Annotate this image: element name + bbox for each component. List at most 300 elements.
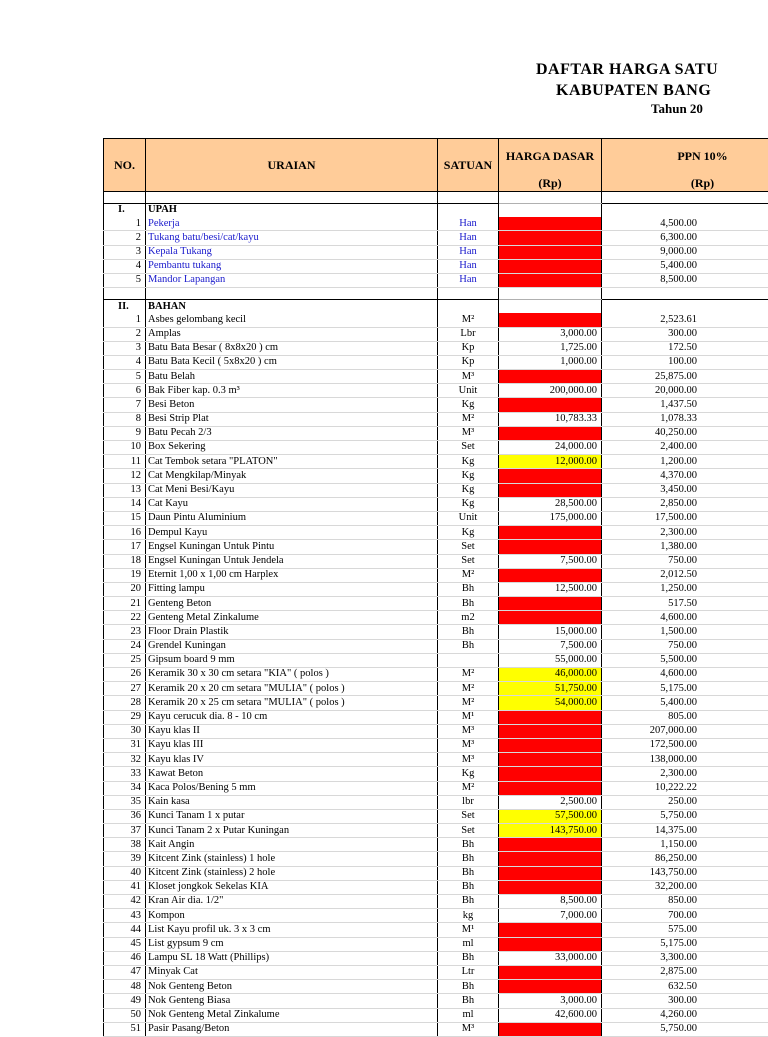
- spacer-cell: [146, 192, 438, 204]
- item-description: Eternit 1,00 x 1,00 cm Harplex: [146, 568, 438, 582]
- item-base-price: 15,000.00: [499, 625, 602, 639]
- item-number: 3: [104, 245, 146, 259]
- item-ppn: 2,850.00: [602, 497, 768, 511]
- spacer-cell: [602, 192, 768, 204]
- item-unit: Kg: [438, 497, 499, 511]
- item-number: 40: [104, 866, 146, 880]
- item-unit: Kg: [438, 483, 499, 497]
- item-ppn: 25,875.00: [602, 370, 768, 384]
- item-base-price: [499, 937, 602, 951]
- item-description: Cat Mengkilap/Minyak: [146, 469, 438, 483]
- item-number: 2: [104, 231, 146, 245]
- header-ppn-unit: (Rp): [602, 176, 768, 191]
- table-row: [104, 824, 768, 838]
- item-number: 2: [104, 327, 146, 341]
- item-description: Keramik 30 x 30 cm setara "KIA" ( polos ): [146, 668, 438, 682]
- item-base-price: [499, 781, 602, 795]
- item-number: 25: [104, 653, 146, 667]
- item-number: 18: [104, 554, 146, 568]
- table-row: [104, 980, 768, 994]
- item-unit: Set: [438, 554, 499, 568]
- item-ppn: 5,400.00: [602, 696, 768, 710]
- item-description: Kaca Polos/Bening 5 mm: [146, 781, 438, 795]
- item-unit: Set: [438, 441, 499, 455]
- item-base-price: [499, 866, 602, 880]
- item-description: Cat Tembok setara "PLATON": [146, 455, 438, 469]
- item-number: 46: [104, 951, 146, 965]
- item-description: Kait Angin: [146, 838, 438, 852]
- item-ppn: 1,500.00: [602, 625, 768, 639]
- item-description: Batu Belah: [146, 370, 438, 384]
- item-description: Kepala Tukang: [146, 245, 438, 259]
- table-row: [104, 398, 768, 412]
- item-ppn: 1,150.00: [602, 838, 768, 852]
- item-unit: Bh: [438, 980, 499, 994]
- section-harga-cell: [499, 204, 602, 218]
- item-description: Kayu cerucuk dia. 8 - 10 cm: [146, 710, 438, 724]
- spacer-row: [104, 288, 768, 300]
- item-unit: Kp: [438, 355, 499, 369]
- item-unit: Bh: [438, 895, 499, 909]
- item-number: 12: [104, 469, 146, 483]
- item-ppn: 300.00: [602, 994, 768, 1008]
- item-ppn: 32,200.00: [602, 880, 768, 894]
- item-base-price: 8,500.00: [499, 895, 602, 909]
- item-description: Batu Pecah 2/3: [146, 426, 438, 440]
- item-unit: M³: [438, 724, 499, 738]
- item-base-price: [499, 611, 602, 625]
- item-ppn: 5,400.00: [602, 259, 768, 273]
- item-ppn: 4,260.00: [602, 1008, 768, 1022]
- item-number: 47: [104, 965, 146, 979]
- item-unit: Han: [438, 245, 499, 259]
- item-base-price: 51,750.00: [499, 682, 602, 696]
- item-ppn: 4,600.00: [602, 668, 768, 682]
- item-number: 50: [104, 1008, 146, 1022]
- item-ppn: 2,300.00: [602, 526, 768, 540]
- item-unit: Bh: [438, 852, 499, 866]
- table-row: [104, 611, 768, 625]
- item-base-price: [499, 231, 602, 245]
- table-row: [104, 582, 768, 596]
- item-number: 43: [104, 909, 146, 923]
- item-description: Kayu klas IV: [146, 753, 438, 767]
- item-base-price: [499, 965, 602, 979]
- item-base-price: 7,500.00: [499, 554, 602, 568]
- item-description: Nok Genteng Metal Zinkalume: [146, 1008, 438, 1022]
- table-row: [104, 245, 768, 259]
- table-row: [104, 554, 768, 568]
- item-number: 34: [104, 781, 146, 795]
- item-description: Keramik 20 x 20 cm setara "MULIA" ( polos ): [146, 682, 438, 696]
- item-unit: Ltr: [438, 965, 499, 979]
- item-description: Pekerja: [146, 217, 438, 231]
- spacer-cell: [438, 288, 499, 300]
- item-unit: M²: [438, 696, 499, 710]
- header-satuan: SATUAN: [438, 139, 499, 192]
- item-base-price: 7,000.00: [499, 909, 602, 923]
- item-number: 23: [104, 625, 146, 639]
- table-row: [104, 781, 768, 795]
- item-ppn: 4,600.00: [602, 611, 768, 625]
- item-ppn: 172,500.00: [602, 738, 768, 752]
- section-ppn-cell: [602, 300, 768, 314]
- item-base-price: 3,000.00: [499, 327, 602, 341]
- item-number: 26: [104, 668, 146, 682]
- item-number: 9: [104, 426, 146, 440]
- item-number: 51: [104, 1022, 146, 1036]
- item-number: 31: [104, 738, 146, 752]
- item-base-price: [499, 259, 602, 273]
- item-number: 4: [104, 355, 146, 369]
- item-base-price: [499, 724, 602, 738]
- section-satuan-cell: [438, 204, 499, 218]
- item-description: Mandor Lapangan: [146, 273, 438, 287]
- item-base-price: 10,783.33: [499, 412, 602, 426]
- item-base-price: 1,725.00: [499, 341, 602, 355]
- item-number: 14: [104, 497, 146, 511]
- table-row: [104, 441, 768, 455]
- item-number: 6: [104, 384, 146, 398]
- item-number: 22: [104, 611, 146, 625]
- item-base-price: [499, 597, 602, 611]
- item-base-price: [499, 245, 602, 259]
- item-description: Amplas: [146, 327, 438, 341]
- item-unit: Han: [438, 273, 499, 287]
- item-number: 13: [104, 483, 146, 497]
- item-ppn: 4,370.00: [602, 469, 768, 483]
- price-table: [103, 138, 768, 1037]
- item-number: 42: [104, 895, 146, 909]
- spacer-cell: [146, 288, 438, 300]
- item-unit: M²: [438, 313, 499, 327]
- item-base-price: [499, 738, 602, 752]
- item-base-price: 143,750.00: [499, 824, 602, 838]
- item-number: 30: [104, 724, 146, 738]
- item-number: 35: [104, 795, 146, 809]
- item-base-price: 12,000.00: [499, 455, 602, 469]
- item-base-price: [499, 753, 602, 767]
- item-description: Gipsum board 9 mm: [146, 653, 438, 667]
- item-number: 19: [104, 568, 146, 582]
- table-row: [104, 217, 768, 231]
- item-description: Kawat Beton: [146, 767, 438, 781]
- item-number: 33: [104, 767, 146, 781]
- document-year: Tahun 20: [651, 101, 703, 117]
- item-description: Batu Bata Kecil ( 5x8x20 ) cm: [146, 355, 438, 369]
- item-base-price: 12,500.00: [499, 582, 602, 596]
- item-base-price: [499, 426, 602, 440]
- table-row: [104, 951, 768, 965]
- item-ppn: 2,400.00: [602, 441, 768, 455]
- item-unit: Han: [438, 259, 499, 273]
- item-description: Bak Fiber kap. 0.3 m³: [146, 384, 438, 398]
- table-row: [104, 937, 768, 951]
- section-name: BAHAN: [146, 300, 438, 314]
- item-base-price: [499, 217, 602, 231]
- item-base-price: [499, 1022, 602, 1036]
- item-unit: Set: [438, 824, 499, 838]
- item-description: List Kayu profil uk. 3 x 3 cm: [146, 923, 438, 937]
- section-name: UPAH: [146, 204, 438, 218]
- header-ppn-label: PPN 10%: [602, 149, 768, 164]
- header-ppn: [602, 139, 768, 192]
- item-ppn: 3,300.00: [602, 951, 768, 965]
- item-base-price: 33,000.00: [499, 951, 602, 965]
- table-row: [104, 895, 768, 909]
- item-unit: m2: [438, 611, 499, 625]
- item-unit: Bh: [438, 597, 499, 611]
- table-row: [104, 880, 768, 894]
- table-row: [104, 540, 768, 554]
- item-base-price: 46,000.00: [499, 668, 602, 682]
- table-row: [104, 313, 768, 327]
- item-base-price: 3,000.00: [499, 994, 602, 1008]
- item-number: 10: [104, 441, 146, 455]
- item-ppn: 6,300.00: [602, 231, 768, 245]
- item-description: Dempul Kayu: [146, 526, 438, 540]
- item-unit: kg: [438, 909, 499, 923]
- item-base-price: 57,500.00: [499, 809, 602, 823]
- table-row: [104, 455, 768, 469]
- item-number: 5: [104, 370, 146, 384]
- item-ppn: 10,222.22: [602, 781, 768, 795]
- item-base-price: 42,600.00: [499, 1008, 602, 1022]
- item-ppn: 9,000.00: [602, 245, 768, 259]
- item-number: 5: [104, 273, 146, 287]
- item-unit: ml: [438, 937, 499, 951]
- item-ppn: 2,012.50: [602, 568, 768, 582]
- table-row: [104, 809, 768, 823]
- item-unit: Set: [438, 809, 499, 823]
- item-ppn: 4,500.00: [602, 217, 768, 231]
- item-number: 11: [104, 455, 146, 469]
- item-ppn: 5,500.00: [602, 653, 768, 667]
- item-unit: Kg: [438, 767, 499, 781]
- item-ppn: 1,250.00: [602, 582, 768, 596]
- item-description: Cat Meni Besi/Kayu: [146, 483, 438, 497]
- item-ppn: 5,175.00: [602, 682, 768, 696]
- table-row: [104, 1022, 768, 1036]
- table-row: [104, 852, 768, 866]
- table-row: [104, 625, 768, 639]
- item-ppn: 2,523.61: [602, 313, 768, 327]
- item-unit: M¹: [438, 710, 499, 724]
- item-description: Nok Genteng Beton: [146, 980, 438, 994]
- item-unit: Unit: [438, 511, 499, 525]
- item-description: Genteng Beton: [146, 597, 438, 611]
- item-ppn: 750.00: [602, 554, 768, 568]
- item-ppn: 517.50: [602, 597, 768, 611]
- item-unit: Unit: [438, 384, 499, 398]
- item-base-price: [499, 568, 602, 582]
- item-ppn: 86,250.00: [602, 852, 768, 866]
- item-description: Kain kasa: [146, 795, 438, 809]
- item-description: Engsel Kuningan Untuk Pintu: [146, 540, 438, 554]
- item-unit: M²: [438, 568, 499, 582]
- item-description: List gypsum 9 cm: [146, 937, 438, 951]
- item-base-price: 54,000.00: [499, 696, 602, 710]
- item-unit: Han: [438, 231, 499, 245]
- table-row: [104, 483, 768, 497]
- item-base-price: [499, 767, 602, 781]
- item-base-price: [499, 880, 602, 894]
- item-number: 49: [104, 994, 146, 1008]
- item-ppn: 138,000.00: [602, 753, 768, 767]
- table-row: [104, 370, 768, 384]
- item-ppn: 2,875.00: [602, 965, 768, 979]
- table-row: [104, 1008, 768, 1022]
- item-number: 7: [104, 398, 146, 412]
- item-description: Besi Beton: [146, 398, 438, 412]
- table-row: [104, 526, 768, 540]
- spacer-cell: [602, 288, 768, 300]
- item-description: Kayu klas II: [146, 724, 438, 738]
- item-base-price: 175,000.00: [499, 511, 602, 525]
- item-description: Lampu SL 18 Watt (Phillips): [146, 951, 438, 965]
- item-base-price: [499, 398, 602, 412]
- item-description: Grendel Kuningan: [146, 639, 438, 653]
- table-header-row: [104, 139, 768, 192]
- table-row: [104, 273, 768, 287]
- table-row: [104, 355, 768, 369]
- item-unit: M²: [438, 682, 499, 696]
- item-number: 29: [104, 710, 146, 724]
- table-body: [104, 192, 768, 1037]
- item-number: 37: [104, 824, 146, 838]
- section-satuan-cell: [438, 300, 499, 314]
- item-base-price: [499, 483, 602, 497]
- item-ppn: 2,300.00: [602, 767, 768, 781]
- item-description: Besi Strip Plat: [146, 412, 438, 426]
- section-header-row: [104, 204, 768, 218]
- item-base-price: 28,500.00: [499, 497, 602, 511]
- item-unit: M¹: [438, 923, 499, 937]
- item-ppn: 207,000.00: [602, 724, 768, 738]
- item-number: 3: [104, 341, 146, 355]
- item-number: 4: [104, 259, 146, 273]
- item-unit: M³: [438, 738, 499, 752]
- table-row: [104, 682, 768, 696]
- item-ppn: 850.00: [602, 895, 768, 909]
- section-ppn-cell: [602, 204, 768, 218]
- item-number: 1: [104, 313, 146, 327]
- item-ppn: 1,200.00: [602, 455, 768, 469]
- item-ppn: 300.00: [602, 327, 768, 341]
- item-description: Kitcent Zink (stainless) 1 hole: [146, 852, 438, 866]
- item-number: 39: [104, 852, 146, 866]
- item-unit: Bh: [438, 880, 499, 894]
- item-ppn: 40,250.00: [602, 426, 768, 440]
- item-unit: Bh: [438, 582, 499, 596]
- item-unit: Kg: [438, 469, 499, 483]
- spacer-cell: [438, 192, 499, 204]
- table-row: [104, 597, 768, 611]
- table-row: [104, 965, 768, 979]
- item-unit: Kp: [438, 341, 499, 355]
- table-row: [104, 795, 768, 809]
- spacer-cell: [104, 288, 146, 300]
- item-description: Pembantu tukang: [146, 259, 438, 273]
- item-unit: Kg: [438, 398, 499, 412]
- item-unit: Kg: [438, 455, 499, 469]
- item-number: 1: [104, 217, 146, 231]
- header-harga-dasar-label: HARGA DASAR: [499, 149, 601, 164]
- table-row: [104, 327, 768, 341]
- item-unit: Bh: [438, 838, 499, 852]
- item-ppn: 20,000.00: [602, 384, 768, 398]
- item-base-price: 7,500.00: [499, 639, 602, 653]
- section-code: I.: [104, 204, 146, 218]
- item-unit: M³: [438, 370, 499, 384]
- item-base-price: 2,500.00: [499, 795, 602, 809]
- item-ppn: 700.00: [602, 909, 768, 923]
- item-base-price: [499, 980, 602, 994]
- item-description: Pasir Pasang/Beton: [146, 1022, 438, 1036]
- spacer-cell: [104, 192, 146, 204]
- header-harga-dasar-unit: (Rp): [499, 176, 601, 191]
- item-ppn: 8,500.00: [602, 273, 768, 287]
- table-row: [104, 497, 768, 511]
- table-row: [104, 767, 768, 781]
- item-base-price: [499, 923, 602, 937]
- header-no: NO.: [104, 139, 146, 192]
- item-base-price: 200,000.00: [499, 384, 602, 398]
- item-ppn: 250.00: [602, 795, 768, 809]
- item-ppn: 575.00: [602, 923, 768, 937]
- item-description: Floor Drain Plastik: [146, 625, 438, 639]
- table-row: [104, 696, 768, 710]
- item-unit: Bh: [438, 994, 499, 1008]
- section-code: II.: [104, 300, 146, 314]
- item-number: 36: [104, 809, 146, 823]
- item-number: 28: [104, 696, 146, 710]
- table-row: [104, 838, 768, 852]
- item-number: 20: [104, 582, 146, 596]
- item-number: 16: [104, 526, 146, 540]
- item-unit: Bh: [438, 866, 499, 880]
- item-unit: M³: [438, 1022, 499, 1036]
- item-base-price: [499, 540, 602, 554]
- item-ppn: 805.00: [602, 710, 768, 724]
- item-unit: Bh: [438, 951, 499, 965]
- item-unit: Bh: [438, 625, 499, 639]
- document-title: DAFTAR HARGA SATU: [536, 61, 718, 79]
- item-ppn: 14,375.00: [602, 824, 768, 838]
- item-base-price: [499, 273, 602, 287]
- item-unit: Set: [438, 540, 499, 554]
- item-unit: ml: [438, 1008, 499, 1022]
- item-ppn: 5,175.00: [602, 937, 768, 951]
- item-unit: M³: [438, 753, 499, 767]
- spacer-cell: [499, 192, 602, 204]
- item-number: 32: [104, 753, 146, 767]
- item-description: Keramik 20 x 25 cm setara "MULIA" ( polos ): [146, 696, 438, 710]
- table-row: [104, 710, 768, 724]
- item-number: 45: [104, 937, 146, 951]
- item-base-price: [499, 313, 602, 327]
- item-unit: M³: [438, 426, 499, 440]
- section-header-row: [104, 300, 768, 314]
- item-ppn: 5,750.00: [602, 1022, 768, 1036]
- table-row: [104, 753, 768, 767]
- item-base-price: [499, 370, 602, 384]
- item-description: Cat Kayu: [146, 497, 438, 511]
- item-base-price: [499, 838, 602, 852]
- table-row: [104, 923, 768, 937]
- item-base-price: [499, 852, 602, 866]
- item-number: 15: [104, 511, 146, 525]
